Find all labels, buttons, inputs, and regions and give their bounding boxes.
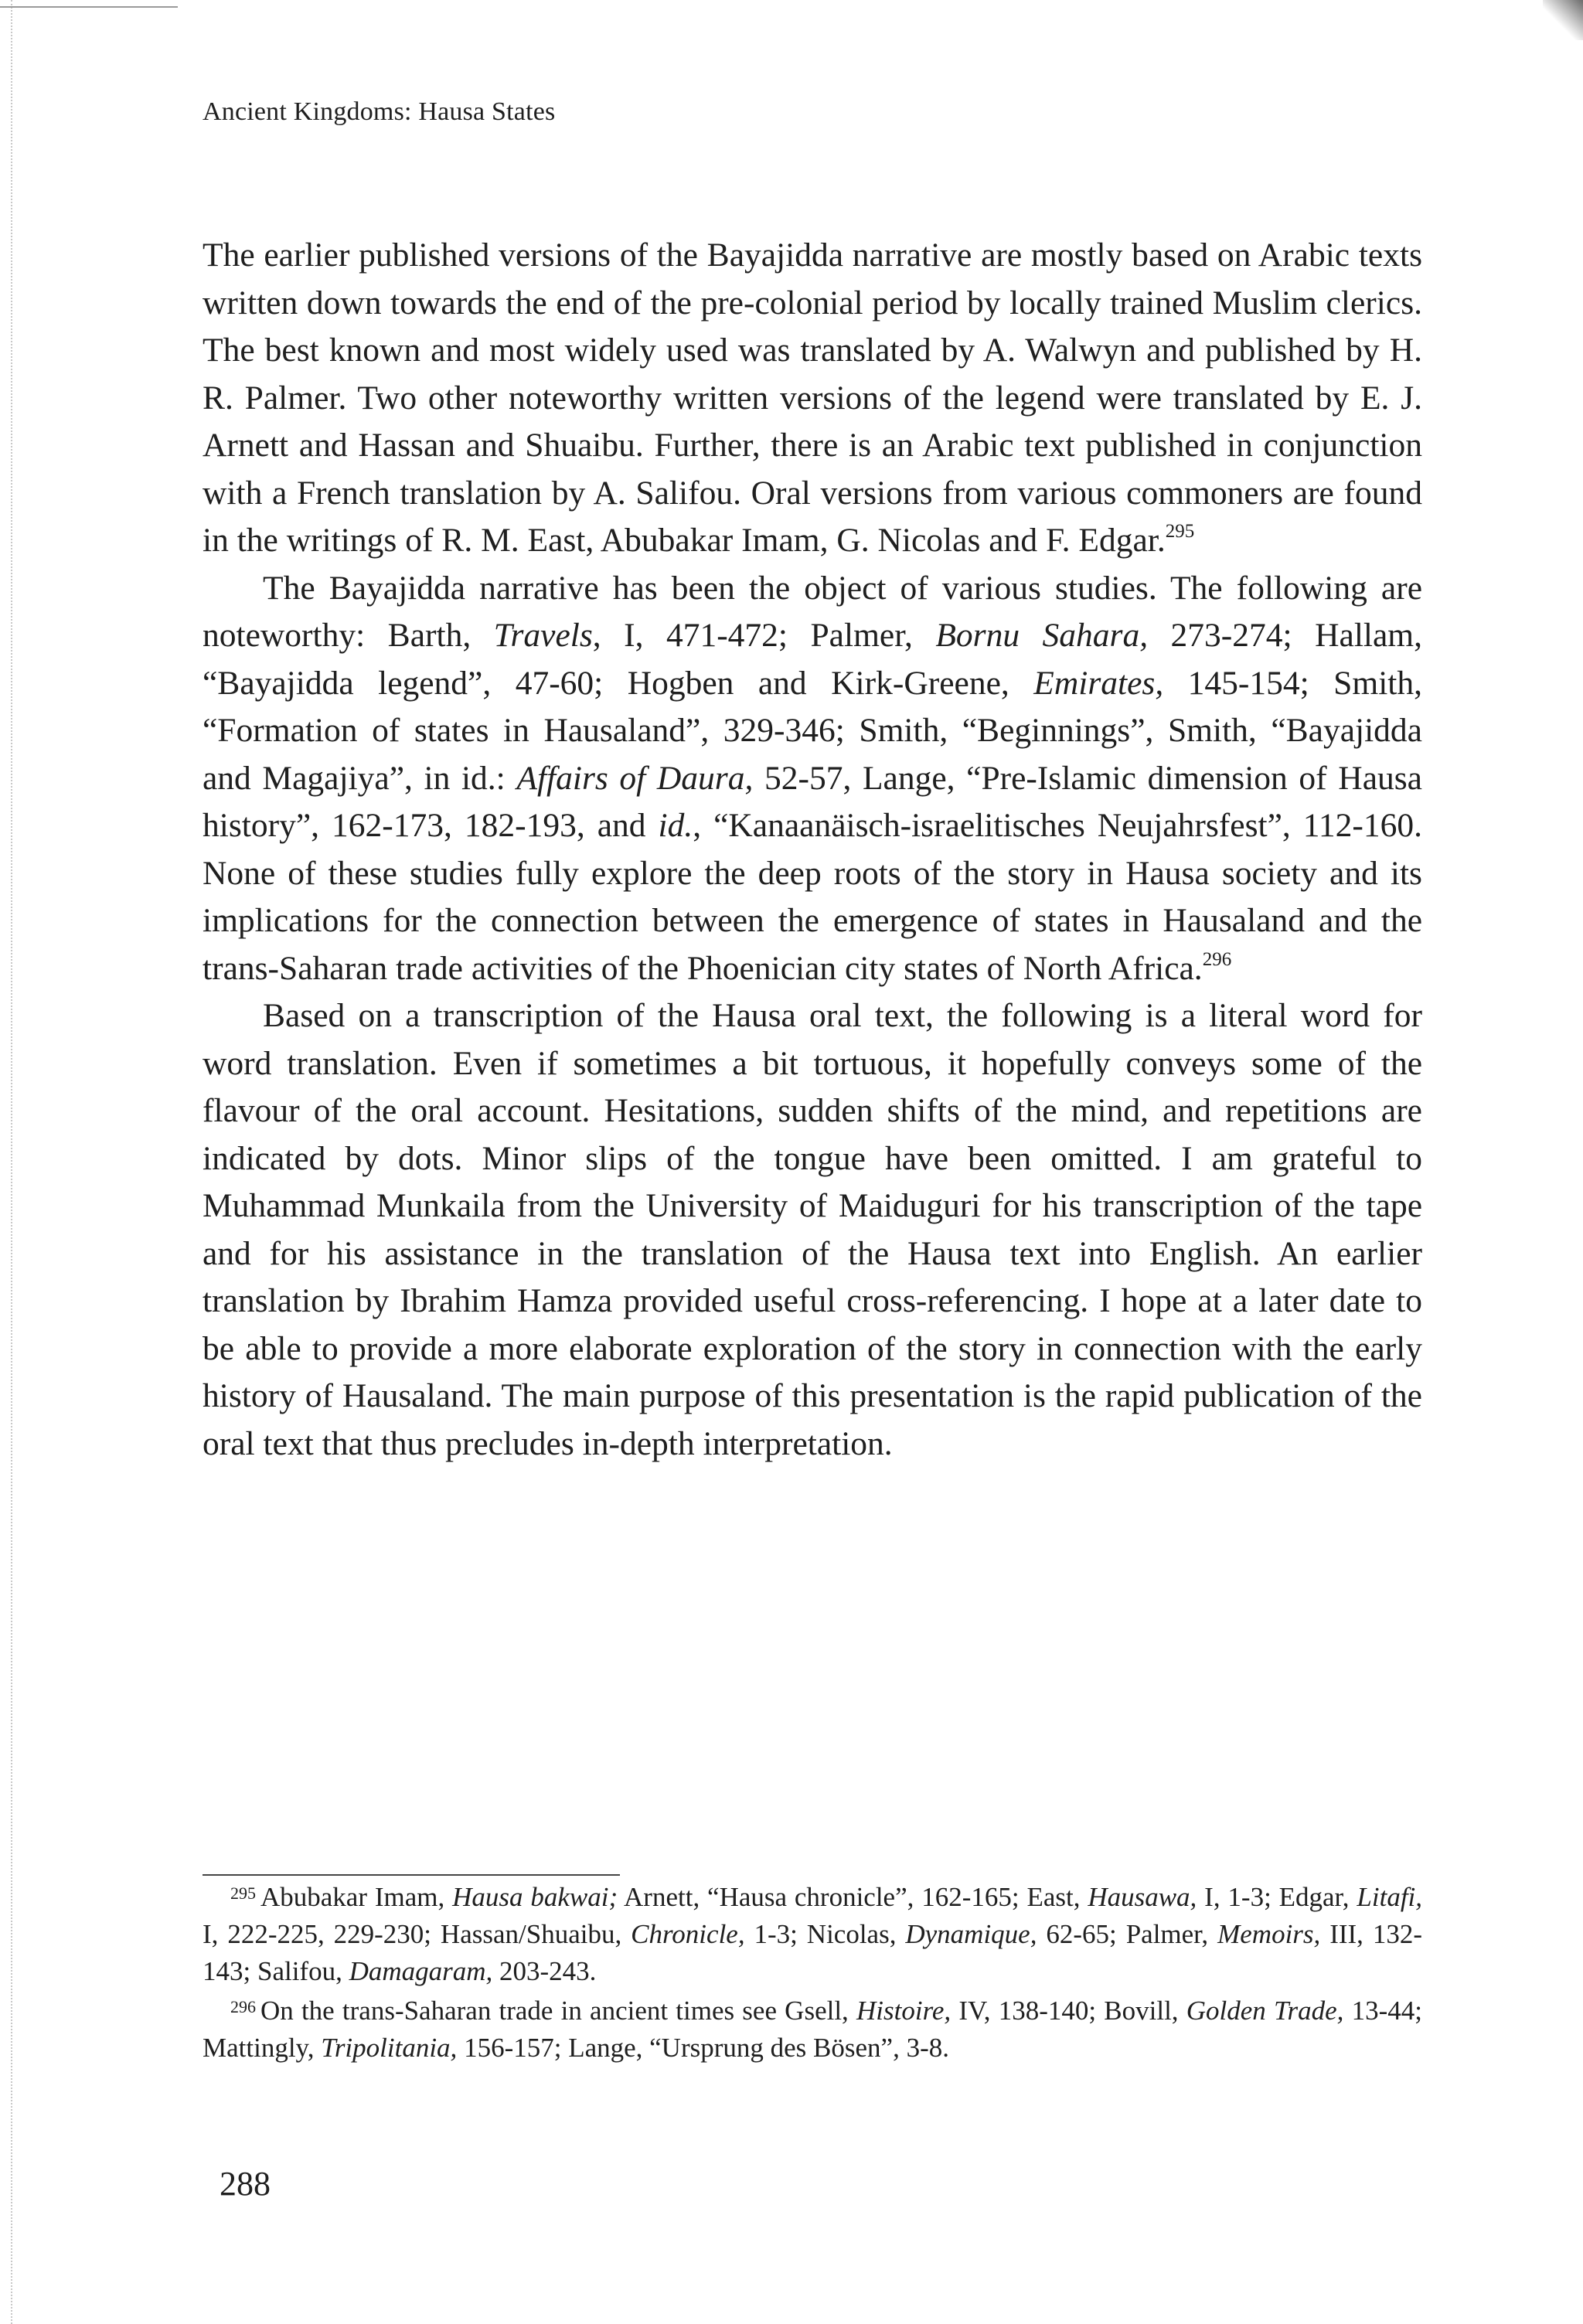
footnote-text: 62-65; Palmer, <box>1037 1919 1218 1949</box>
footnote-text: I, 1-3; Edgar, <box>1197 1882 1357 1912</box>
footnotes <box>203 1879 1422 2067</box>
footnote-text: I, 222-225, 229-230; Hassan/Shuaibu, <box>203 1919 631 1949</box>
paragraph-1-text: The earlier published versions of the Bayajidda narrative are mostly based on Arabic texts written down towards the end of the pre-colonial period by locally trained Muslim clerics. The best known and most widely used was translated by A. Walwyn and published by H. R. Palmer. Two other noteworthy written versions of the legend were translated by E. J. Arnett and Hassan and Shuaibu. Further, there is an Arabic text published in conjunction with a French translation by A. Salifou. Oral versions from various commoners are found in the writings of R. M. East, Abubakar Imam, G. Nicolas and F. Edgar. <box>203 236 1422 559</box>
citation-title: Dynamique, <box>905 1919 1037 1949</box>
footnote-text: Arnett, “Hausa chronicle”, 162-165; East, <box>618 1882 1088 1912</box>
footnote-text: On the trans-Saharan trade in ancient times see Gsell, <box>260 1996 856 2026</box>
scan-corner-shadow <box>1543 0 1583 40</box>
citation-title: Chronicle, <box>631 1919 745 1949</box>
citation-title: Affairs of Daura, <box>516 759 754 797</box>
footnote-marker-295[interactable]: 295 <box>1165 521 1195 542</box>
footnote-text: Abubakar Imam, <box>260 1882 453 1912</box>
footnote-text: 1-3; Nicolas, <box>744 1919 906 1949</box>
scan-top-rule <box>0 6 178 8</box>
footnote-number: 296 <box>230 1997 256 2016</box>
paragraph-2-text: , I, 471-472; Palmer, <box>592 617 936 654</box>
citation-title: Tripolitania, <box>321 2033 458 2063</box>
paragraph-2 <box>203 565 1422 993</box>
citation-title: Hausa bakwai; <box>452 1882 618 1912</box>
scan-edge-artifact <box>0 0 12 2324</box>
footnote-marker-296[interactable]: 296 <box>1202 948 1232 970</box>
citation-title: Emirates, <box>1033 664 1164 702</box>
paragraph-2-text: 52-57, Lange, “Pre-Islamic dimension of Hausa history”, 162-173, 182-193, and <box>203 759 1422 844</box>
footnote-text: IV, 138-140; Bovill, <box>951 1996 1186 2026</box>
paragraph-2-text: 145-154; Smith, “Formation of states in Hausaland”, 329-346; Smith, “Beginnings”, Smith, “Bayajidda and Magajiya”, in id.: <box>203 664 1422 797</box>
citation-title: Travels <box>493 617 593 654</box>
running-header: Ancient Kingdoms: Hausa States <box>203 97 556 126</box>
paragraph-2-text: 273-274; Hallam, “Bayajidda legend”, 47-60; Hogben and Kirk-Greene, <box>203 617 1423 702</box>
citation-title: Bornu Sahara, <box>935 617 1149 654</box>
footnote-separator <box>203 1874 620 1876</box>
citation-title: Memoirs, <box>1217 1919 1321 1949</box>
citation-title: Hausawa, <box>1088 1882 1197 1912</box>
paragraph-2-text: , “Kanaanäisch-israelitisches Neujahrsfest”, 112-160. None of these studies fully explore the deep roots of the story in Hausa society and its implications for the connection between the emergence of states in Hausaland and the trans-Saharan trade activities of the Phoenician city states of North Africa. <box>203 807 1422 987</box>
citation-title: Histoire, <box>856 1996 952 2026</box>
paragraph-3 <box>203 992 1422 1468</box>
citation-title: Golden Trade, <box>1186 1996 1344 2026</box>
footnote-295 <box>203 1879 1422 1990</box>
footnote-text: 13-44; Mattingly, <box>203 1996 1422 2063</box>
footnote-text: 203-243. <box>492 1956 597 1986</box>
footnote-text: III, 132-143; Salifou, <box>203 1919 1422 1986</box>
citation-title: id. <box>658 807 693 844</box>
paragraph-1 <box>203 232 1422 565</box>
footnote-296 <box>203 1992 1422 2067</box>
footnote-text: 156-157; Lange, “Ursprung des Bösen”, 3-8. <box>457 2033 949 2063</box>
page-number: 288 <box>220 2165 271 2203</box>
citation-title: Damagaram, <box>349 1956 493 1986</box>
paragraph-2-text: The Bayajidda narrative has been the object of various studies. The following are noteworthy: Barth, <box>203 569 1422 654</box>
body-text <box>203 232 1422 1468</box>
citation-title: Litafi, <box>1357 1882 1423 1912</box>
footnote-number: 295 <box>230 1883 256 1903</box>
paragraph-3-text: Based on a transcription of the Hausa oral text, the following is a literal word for word translation. Even if sometimes a bit tortuous, it hopefully conveys some of the flavour of the oral account. Hesitations, sudden shifts of the mind, and repetitions are indicated by dots. Minor slips of the tongue have been omitted. I am grateful to Muhammad Munkaila from the University of Maiduguri for his transcription of the tape and for his assistance in the translation of the Hausa text into English. An earlier translation by Ibrahim Hamza provided useful cross-referencing. I hope at a later date to be able to provide a more elaborate exploration of the story in connection with the early history of Hausaland. The main purpose of this presentation is the rapid publication of the oral text that thus precludes in-depth interpretation. <box>203 997 1422 1462</box>
